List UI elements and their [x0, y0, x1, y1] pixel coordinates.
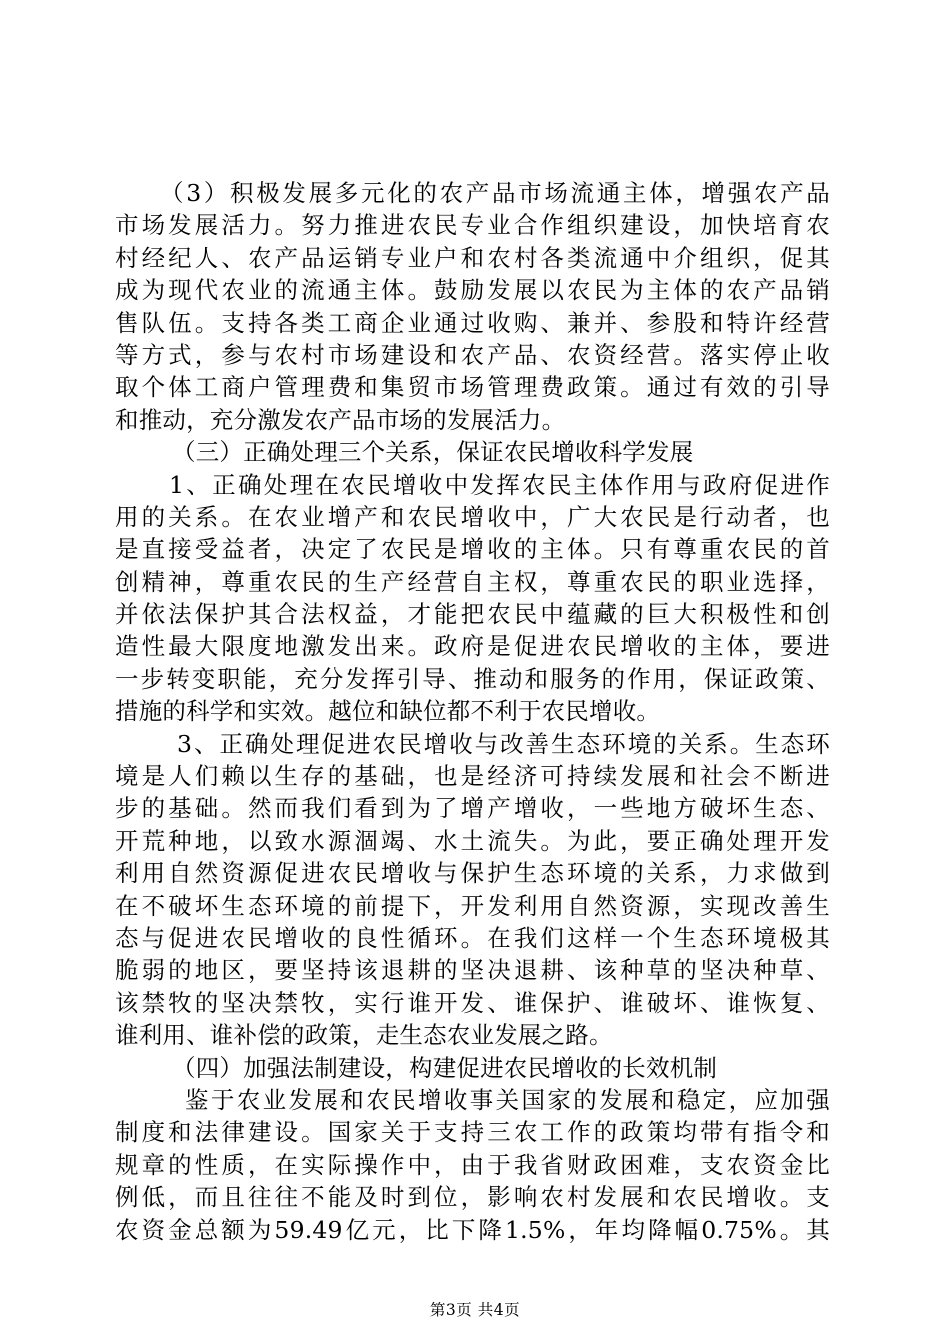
paragraph-legal-line: 例低，而且往往不能及时到位，影响农村发展和农民增收。支: [115, 1183, 830, 1212]
page-number-footer: 第3页 共4页: [429, 1301, 521, 1319]
paragraph-3-relation-line: 境是人们赖以生存的基础，也是经济可持续发展和社会不断进: [115, 762, 830, 791]
paragraph-3-relation-line: 在不破坏生态环境的前提下，开发利用自然资源，实现改善生: [115, 891, 830, 920]
paragraph-legal-line: 规章的性质，在实际操作中，由于我省财政困难，支农资金比: [115, 1150, 830, 1179]
section-heading-4: （四）加强法制建设，构建促进农民增收的长效机制: [172, 1053, 718, 1082]
paragraph-3-relation-line: 谁利用、谁补偿的政策，走生态农业发展之路。: [115, 1021, 613, 1050]
paragraph-1-relation-line: 用的关系。在农业增产和农民增收中，广大农民是行动者，也: [115, 502, 830, 531]
paragraph-1-relation-line: 措施的科学和实效。越位和缺位都不利于农民增收。: [115, 697, 661, 726]
paragraph-1-relation-line: 造性最大限度地激发出来。政府是促进农民增收的主体，要进: [115, 632, 830, 661]
paragraph-3-line: 取个体工商户管理费和集贸市场管理费政策。通过有效的引导: [115, 373, 830, 402]
paragraph-legal-line: 农资金总额为59.49亿元，比下降1.5%，年均降幅0.75%。其: [115, 1215, 830, 1244]
paragraph-3-line: 市场发展活力。努力推进农民专业合作组织建设，加快培育农: [115, 211, 830, 240]
paragraph-legal-line: 制度和法律建设。国家关于支持三农工作的政策均带有指令和: [115, 1118, 830, 1147]
body-text: [115, 177, 830, 1246]
paragraph-1-relation-line: 1、正确处理在农民增收中发挥农民主体作用与政府促进作: [169, 470, 830, 499]
paragraph-legal-line: 鉴于农业发展和农民增收事关国家的发展和稳定，应加强: [185, 1085, 830, 1114]
paragraph-3-line: 成为现代农业的流通主体。鼓励发展以农民为主体的农产品销: [115, 276, 830, 305]
paragraph-3-relation-line: 态与促进农民增收的良性循环。在我们这样一个生态环境极其: [115, 923, 830, 952]
paragraph-3-line: 和推动，充分激发农产品市场的发展活力。: [115, 405, 566, 434]
paragraph-3-line: （3）积极发展多元化的农产品市场流通主体，增强农产品: [160, 179, 830, 207]
paragraph-3-line: 等方式，参与农村市场建设和农产品、农资经营。落实停止收: [115, 340, 830, 369]
paragraph-1-relation-line: 一步转变职能，充分发挥引导、推动和服务的作用，保证政策、: [115, 664, 830, 693]
section-heading-3: （三）正确处理三个关系，保证农民增收科学发展: [172, 438, 694, 467]
paragraph-3-line: 售队伍。支持各类工商企业通过收购、兼并、参股和特许经营: [115, 308, 830, 337]
paragraph-1-relation-line: 并依法保护其合法权益，才能把农民中蕴藏的巨大积极性和创: [115, 600, 830, 629]
paragraph-3-line: 村经纪人、农产品运销专业户和农村各类流通中介组织，促其: [115, 243, 830, 272]
paragraph-1-relation-line: 创精神，尊重农民的生产经营自主权，尊重农民的职业选择，: [115, 567, 830, 596]
paragraph-3-relation-line: 利用自然资源促进农民增收与保护生态环境的关系，力求做到: [115, 859, 830, 888]
paragraph-3-relation-line: 开荒种地，以致水源涸竭、水土流失。为此，要正确处理开发: [115, 826, 830, 855]
paragraph-3-relation-line: 3、正确处理促进农民增收与改善生态环境的关系。生态环: [177, 729, 830, 758]
paragraph-1-relation-line: 是直接受益者，决定了农民是增收的主体。只有尊重农民的首: [115, 535, 830, 564]
paragraph-3-relation-line: 脆弱的地区，要坚持该退耕的坚决退耕、该种草的坚决种草、: [115, 956, 830, 985]
paragraph-3-relation-line: 步的基础。然而我们看到为了增产增收，一些地方破坏生态、: [115, 794, 830, 823]
paragraph-3-relation-line: 该禁牧的坚决禁牧，实行谁开发、谁保护、谁破坏、谁恢复、: [115, 988, 830, 1017]
